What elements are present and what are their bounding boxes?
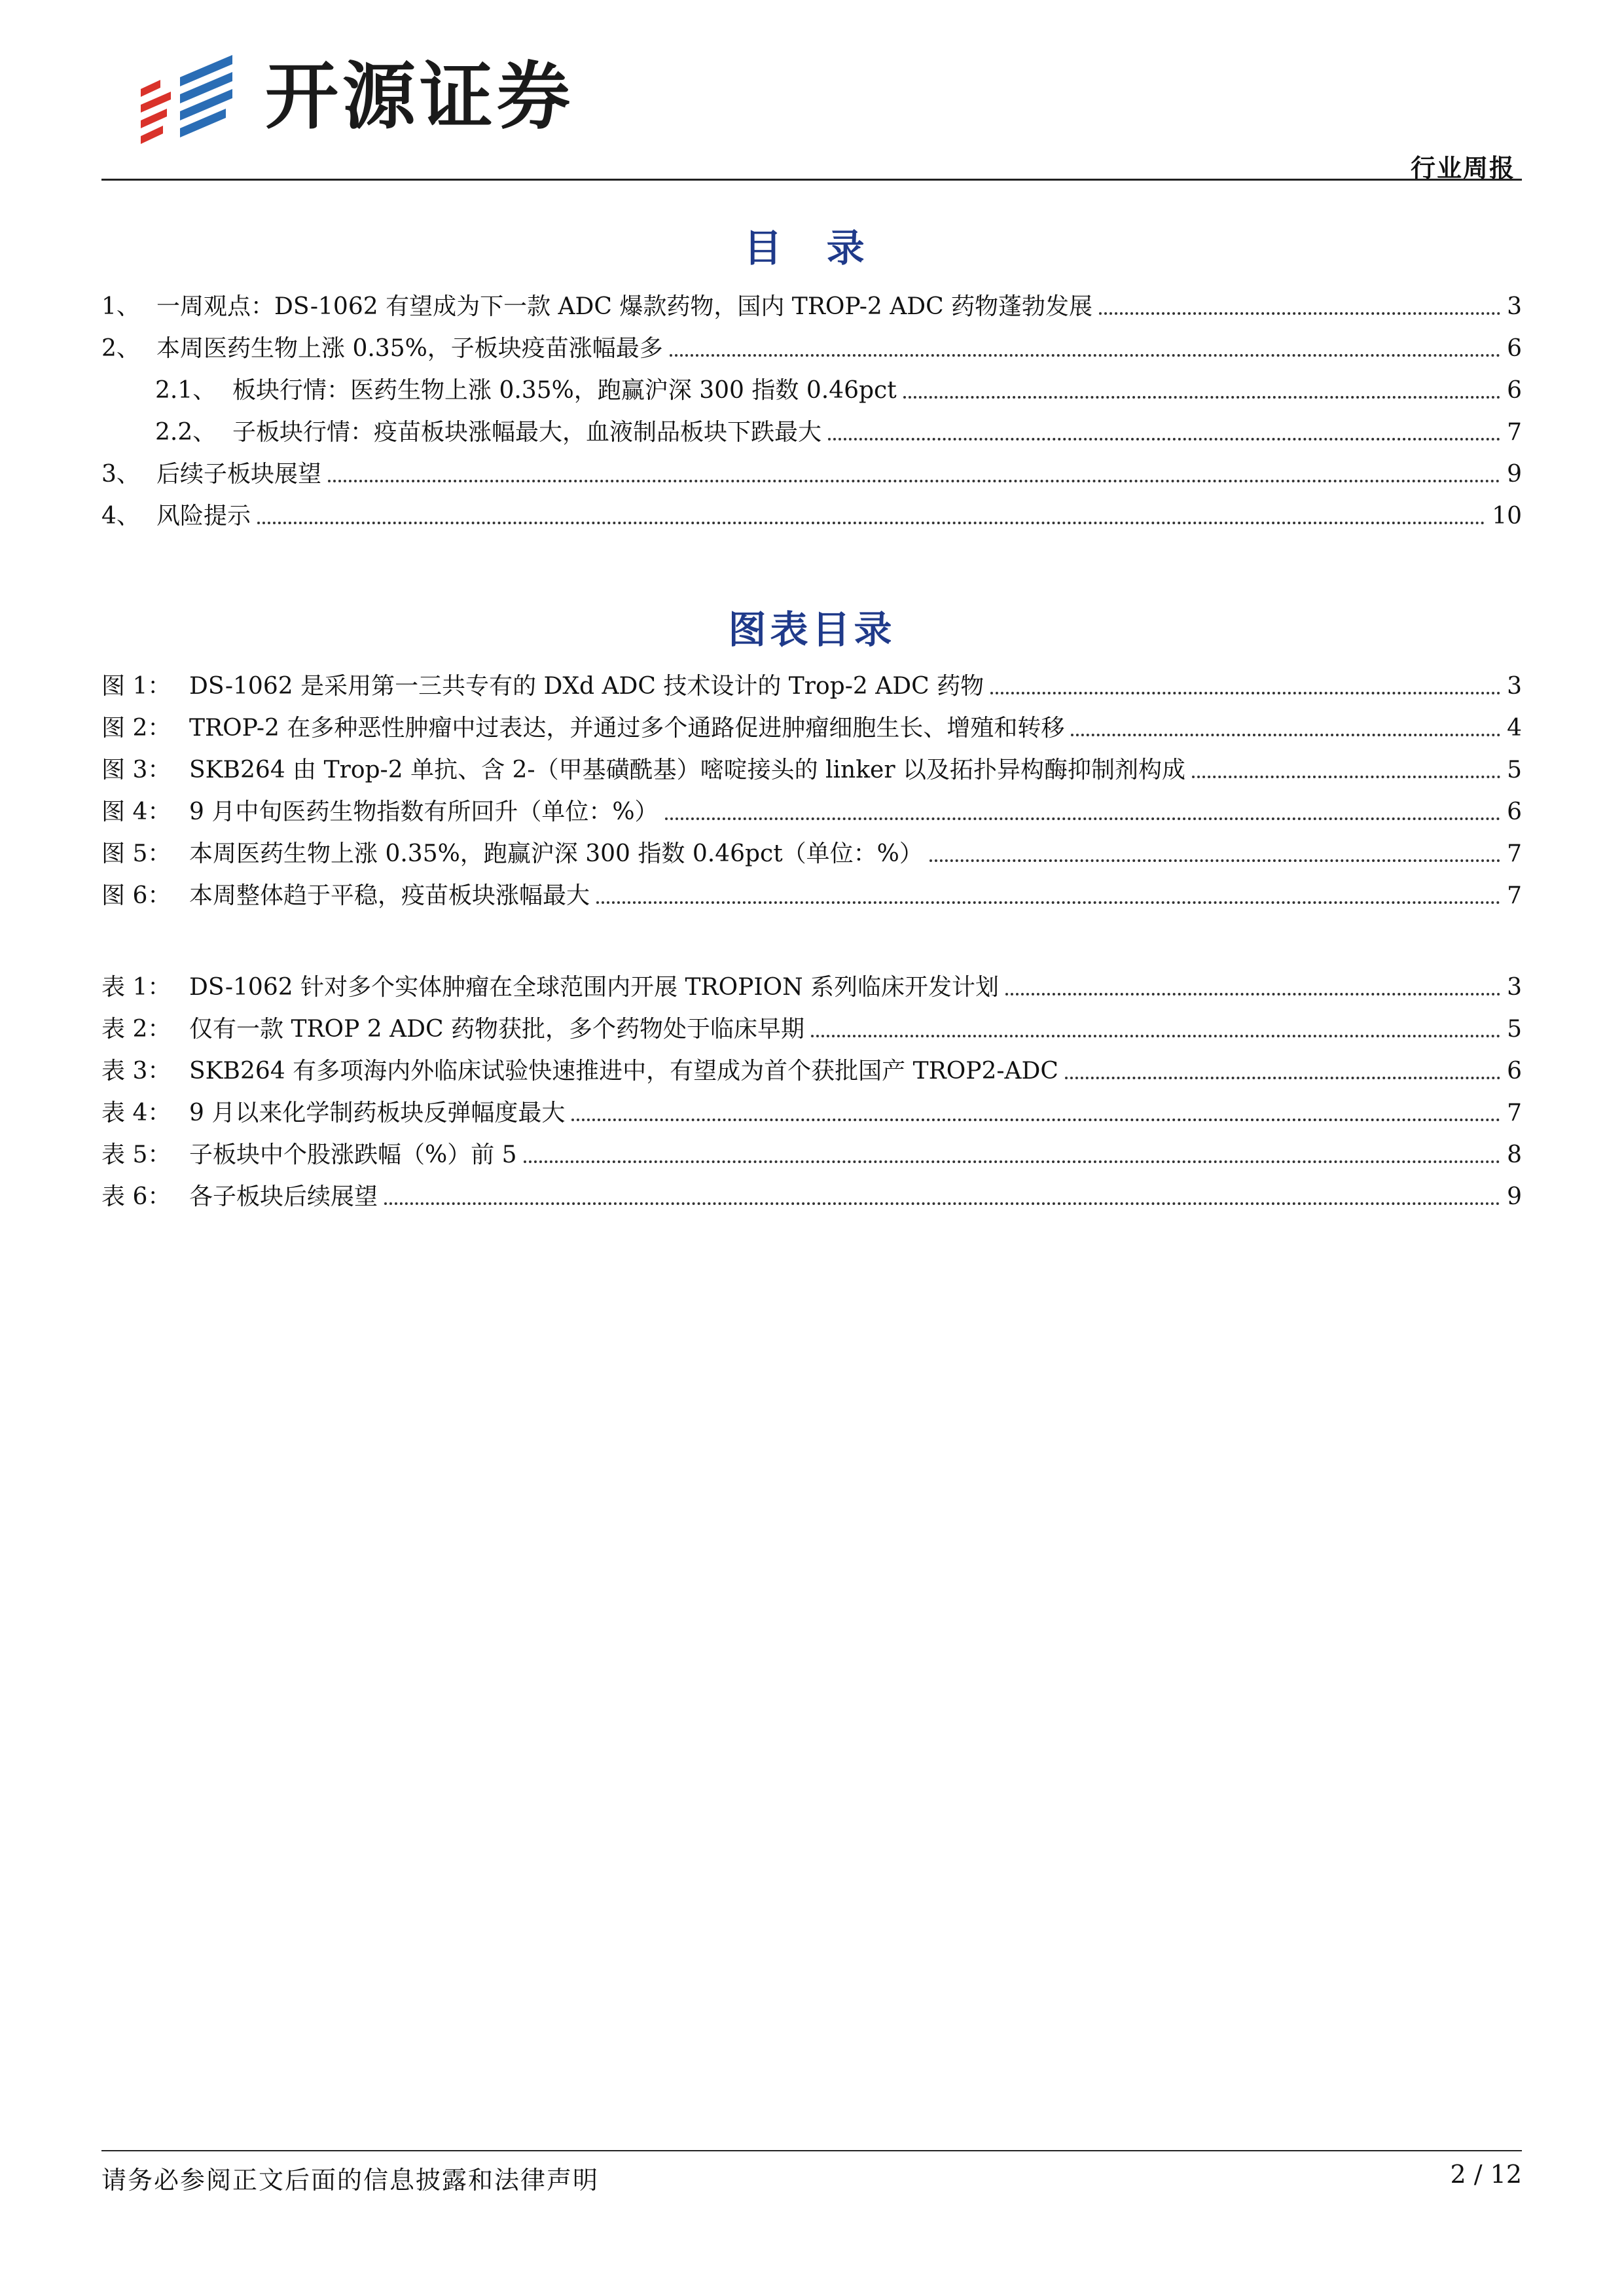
table-entry[interactable] [101,1140,1522,1170]
figure-entry-text: DS-1062 是采用第一三共专有的 DXd ADC 技术设计的 Trop-2 ADC 药物 [189,673,984,700]
table-entry-text: 子板块中个股涨跌幅（%）前 5 [189,1141,517,1168]
figure-entry-number: 图 5： [101,840,171,867]
figure-entry[interactable] [101,881,1522,911]
table-entry-text: DS-1062 针对多个实体肿瘤在全球范围内开展 TROPION 系列临床开发计划 [189,974,1000,1001]
leader-dots [524,1160,1501,1163]
table-entry-number: 表 4： [101,1100,171,1126]
figure-entry-text: TROP-2 在多种恶性肿瘤中过表达，并通过多个通路促进肿瘤细胞生长、增殖和转移 [189,715,1065,742]
leader-dots [328,480,1500,482]
toc-entry[interactable] [155,376,1522,406]
figure-entry-number: 图 4： [101,798,171,825]
figure-list-title: 图表目录 [728,607,896,652]
table-entry-text: SKB264 有多项海内外临床试验快速推进中，有望成为首个获批国产 TROP2-ADC [189,1058,1058,1085]
toc-entry-page: 7 [1507,419,1522,446]
leader-dots [384,1202,1500,1205]
figure-entry-page: 7 [1507,882,1522,909]
toc-entry-page: 10 [1492,503,1522,529]
table-entry-page: 3 [1507,974,1522,1001]
toc-entry-text: 子板块行情：疫苗板块涨幅最大，血液制品板块下跌最大 [232,419,822,446]
table-entry-number: 表 5： [101,1141,171,1168]
table-entry-text: 仅有一款 TROP 2 ADC 药物获批，多个药物处于临床早期 [189,1016,804,1043]
toc-entry[interactable] [155,418,1522,448]
table-entry-number: 表 3： [101,1058,171,1085]
figure-entry-number: 图 1： [101,673,171,700]
leader-dots [571,1119,1500,1121]
toc-entry-text: 板块行情：医药生物上涨 0.35%，跑赢沪深 300 指数 0.46pct [232,377,897,404]
table-entry[interactable] [101,1182,1522,1212]
table-entry[interactable] [101,1098,1522,1128]
table-entry-number: 表 2： [101,1016,171,1043]
toc-entry[interactable] [101,459,1522,490]
leader-dots [903,396,1500,399]
page-header [101,38,1528,182]
toc-entry[interactable] [101,292,1522,322]
table-entry-page: 5 [1507,1016,1522,1043]
table-entry[interactable] [101,973,1522,1003]
figure-entry-page: 7 [1507,840,1522,867]
leader-dots [596,901,1500,904]
figure-entry-text: 本周整体趋于平稳，疫苗板块涨幅最大 [189,882,590,909]
footer-divider [101,2150,1522,2151]
leader-dots [1192,776,1500,778]
table-entry-page: 9 [1507,1183,1522,1210]
leader-dots [1005,993,1500,996]
toc-entry-page: 3 [1507,293,1522,320]
toc-entry-number: 2.1、 [155,377,217,404]
table-entry-text: 9 月以来化学制药板块反弹幅度最大 [189,1100,566,1126]
toc-entry-text: 风险提示 [156,503,251,529]
figure-entry-number: 图 6： [101,882,171,909]
leader-dots [1065,1077,1500,1079]
leader-dots [257,522,1485,524]
figure-entry[interactable] [101,713,1522,744]
report-type-label: 行业周报 [1410,154,1515,183]
page-number: 2 / 12 [1450,2160,1522,2189]
figure-entry-number: 图 3： [101,757,171,783]
table-entry-text: 各子板块后续展望 [189,1183,378,1210]
figure-entry-text: 9 月中旬医药生物指数有所回升（单位：%） [189,798,659,825]
table-entry-page: 7 [1507,1100,1522,1126]
toc-entry-page: 6 [1507,335,1522,362]
table-entry-page: 8 [1507,1141,1522,1168]
toc-entry-number: 4、 [101,503,140,529]
kaiyuan-logo-icon [134,51,239,156]
table-entry-number: 表 1： [101,974,171,1001]
leader-dots [828,438,1500,440]
toc-entry[interactable] [101,501,1522,531]
toc-entry-page: 9 [1507,461,1522,488]
leader-dots [1071,734,1500,736]
toc-entry-text: 本周医药生物上涨 0.35%，子板块疫苗涨幅最多 [156,335,663,362]
toc-entry-number: 1、 [101,293,140,320]
header-divider [101,179,1522,181]
figure-entry-number: 图 2： [101,715,171,742]
leader-dots [811,1035,1500,1037]
toc-entry-page: 6 [1507,377,1522,404]
leader-dots [670,354,1500,357]
figure-entry-text: 本周医药生物上涨 0.35%，跑赢沪深 300 指数 0.46pct（单位：%） [189,840,923,867]
leader-dots [665,817,1501,820]
figure-entry-text: SKB264 由 Trop-2 单抗、含 2-（甲基磺酰基）嘧啶接头的 linker 以及拓扑异构酶抑制剂构成 [189,757,1186,783]
figure-entry-page: 4 [1507,715,1522,742]
table-entry-page: 6 [1507,1058,1522,1085]
table-entry-number: 表 6： [101,1183,171,1210]
figure-entry[interactable] [101,755,1522,785]
toc-entry-number: 2.2、 [155,419,217,446]
brand-name: 开源证券 [265,54,574,139]
toc-entry-number: 2、 [101,335,140,362]
toc-entry[interactable] [101,334,1522,364]
leader-dots [929,859,1500,862]
leader-dots [1099,312,1500,315]
figure-entry[interactable] [101,839,1522,869]
toc-title: 目 录 [744,226,880,270]
footer-disclaimer: 请务必参阅正文后面的信息披露和法律声明 [101,2166,600,2195]
figure-entry-page: 3 [1507,673,1522,700]
toc-entry-text: 后续子板块展望 [156,461,322,488]
figure-entry-page: 5 [1507,757,1522,783]
figure-entry[interactable] [101,672,1522,702]
figure-entry[interactable] [101,797,1522,827]
figure-entry-page: 6 [1507,798,1522,825]
table-entry[interactable] [101,1014,1522,1045]
table-entry[interactable] [101,1056,1522,1086]
toc-entry-text: 一周观点：DS-1062 有望成为下一款 ADC 爆款药物，国内 TROP-2 ADC 药物蓬勃发展 [156,293,1093,320]
leader-dots [990,692,1500,694]
toc-entry-number: 3、 [101,461,140,488]
